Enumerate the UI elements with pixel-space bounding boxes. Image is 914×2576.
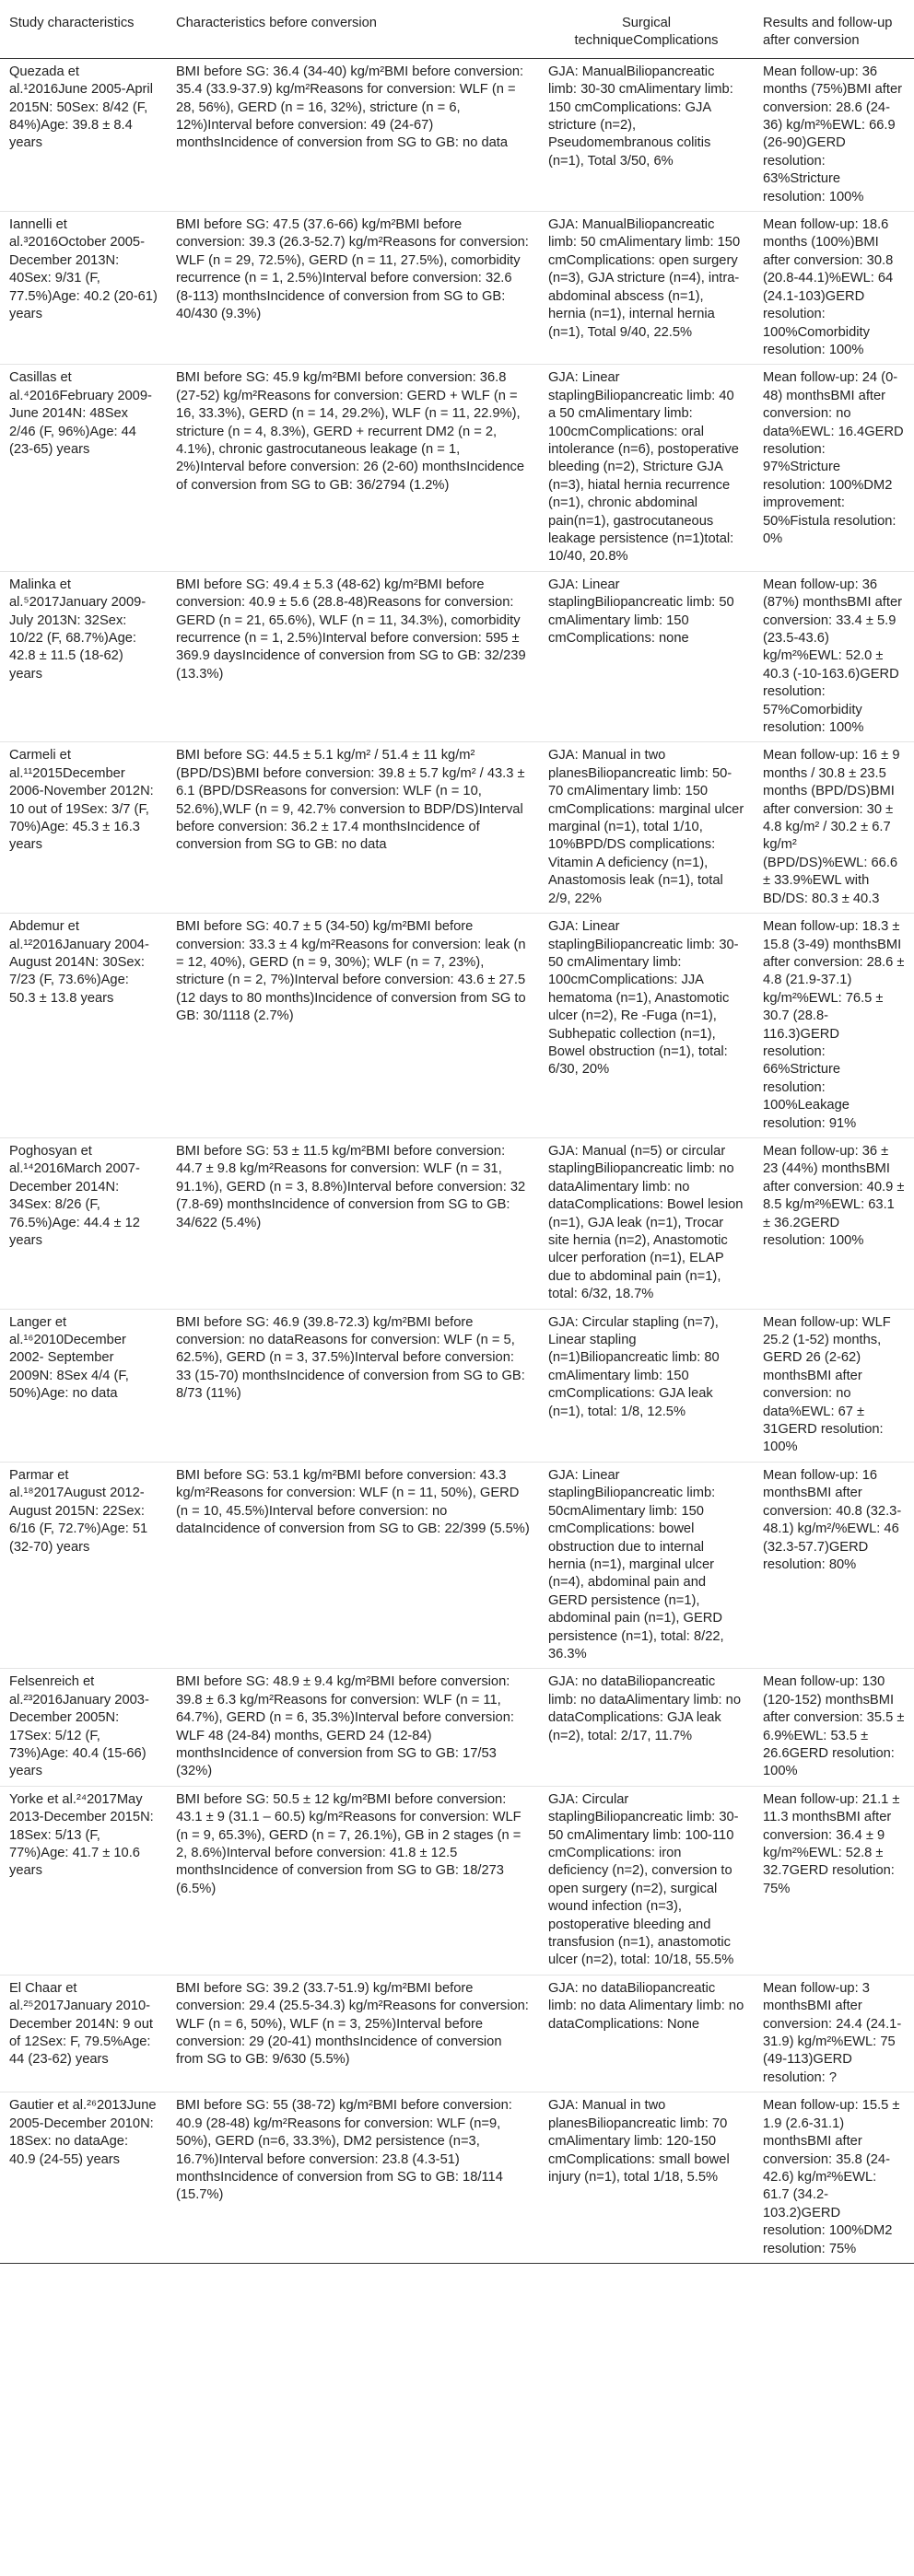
cell-study: Parmar et al.¹⁸2017August 2012-August 2015N: 22Sex: 6/16 (F, 72.7%)Age: 51 (32-70) years [0, 1462, 167, 1668]
cell-technique: GJA: ManualBiliopancreatic limb: 50 cmAlimentary limb: 150 cmComplications: open surgery (n=3), GJA stricture (n=4), intra-abdominal abscess (n=1), hernia (n=1), internal hernia (n=1), Total 9/40, 22.5% [539, 212, 754, 365]
table-body [0, 58, 914, 2263]
study-table [0, 6, 914, 2264]
cell-results: Mean follow-up: 3 monthsBMI after conversion: 24.4 (24.1-31.9) kg/m²%EWL: 75 (49-113)GERD resolution: ? [754, 1975, 914, 2092]
cell-before: BMI before SG: 53.1 kg/m²BMI before conversion: 43.3 kg/m²Reasons for conversion: WLF (n = 11, 50%), GERD (n = 10, 45.5%)Interval before conversion: no dataIncidence of conversion from SG to GB: 22/399 (5.5%) [167, 1462, 539, 1668]
cell-technique: GJA: Linear staplingBiliopancreatic limb: 50 cmAlimentary limb: 150 cmComplications: none [539, 571, 754, 742]
cell-results: Mean follow-up: 15.5 ± 1.9 (2.6-31.1) monthsBMI after conversion: 35.8 (24-42.6) kg/m²%EWL: 61.7 (34.2-103.2)GERD resolution: 100%DM2 resolution: 75% [754, 2092, 914, 2264]
table-row [0, 1137, 914, 1309]
cell-study: Felsenreich et al.²³2016January 2003-December 2005N: 17Sex: 5/12 (F, 73%)Age: 40.4 (15-66) years [0, 1669, 167, 1786]
cell-study: Abdemur et al.¹²2016January 2004-August 2014N: 30Sex: 7/23 (F, 73.6%)Age: 50.3 ± 13.8 years [0, 914, 167, 1138]
cell-before: BMI before SG: 45.9 kg/m²BMI before conversion: 36.8 (27-52) kg/m²Reasons for conversion: GERD + WLF (n = 16, 33.3%), GERD (n = 14, 29.2%), WLF (n = 11, 22.9%), stricture (n = 4, 8.3%), GERD + recurrent DM2 (n = 2, 4.1%), chronic gastrocutaneous leakage (n = 1, 2%)Interval before conversion: 26 (2-60) monthsIncidence of conversion from SG to GB: 36/2794 (1.2%) [167, 365, 539, 571]
table-row [0, 571, 914, 742]
cell-before: BMI before SG: 50.5 ± 12 kg/m²BMI before conversion: 43.1 ± 9 (31.1 – 60.5) kg/m²Reasons for conversion: WLF (n = 9, 65.3%), GERD (n = 7, 26.1%), GB in 2 stages (n = 2, 8.6%)Interval before conversion: 41.8 ± 12.5 monthsIncidence of conversion from SG to GB: 18/273 (6.5%) [167, 1786, 539, 1975]
cell-study: Carmeli et al.¹¹2015December 2006-November 2012N: 10 out of 19Sex: 3/7 (F, 70%)Age: 45.3 ± 16.3 years [0, 742, 167, 914]
header-row [0, 6, 914, 58]
table-row [0, 365, 914, 571]
header-study-characteristics: Study characteristics [0, 6, 167, 58]
cell-study: Iannelli et al.³2016October 2005-December 2013N: 40Sex: 9/31 (F, 77.5%)Age: 40.2 (20-61) years [0, 212, 167, 365]
table-row [0, 58, 914, 211]
cell-technique: GJA: Linear staplingBiliopancreatic limb: 50cmAlimentary limb: 150 cmComplications: bowel obstruction due to internal hernia (n=1), marginal ulcer (n=4), abdominal pain and GERD persistence (n=1), abdominal pain (n=1), GERD persistence (n=1), total: 8/22, 36.3% [539, 1462, 754, 1668]
cell-results: Mean follow-up: 36 months (75%)BMI after conversion: 28.6 (24-36) kg/m²%EWL: 66.9 (26-90)GERD resolution: 63%Stricture resolution: 100% [754, 58, 914, 211]
cell-before: BMI before SG: 40.7 ± 5 (34-50) kg/m²BMI before conversion: 33.3 ± 4 kg/m²Reasons for conversion: leak (n = 12, 40%), GERD (n = 9, 30%); WLF (n = 7, 23%), stricture (n = 2, 7%)Interval before conversion: 43.6 ± 27.5 (12 days to 80 months)Incidence of conversion from SG to GB: 30/1118 (2.7%) [167, 914, 539, 1138]
cell-before: BMI before SG: 48.9 ± 9.4 kg/m²BMI before conversion: 39.8 ± 6.3 kg/m²Reasons for conversion: WLF (n = 11, 64.7%), GERD (n = 6, 35.3%)Interval before conversion: WLF 48 (24-84) months, GERD 24 (12-84) monthsIncidence of conversion from SG to GB: 17/53 (32%) [167, 1669, 539, 1786]
cell-study: Malinka et al.⁵2017January 2009-July 2013N: 32Sex: 10/22 (F, 68.7%)Age: 42.8 ± 11.5 (18-62) years [0, 571, 167, 742]
cell-before: BMI before SG: 46.9 (39.8-72.3) kg/m²BMI before conversion: no dataReasons for conversion: WLF (n = 5, 62.5%), GERD (n = 3, 37.5%)Interval before conversion: 33 (15-70) monthsIncidence of conversion from SG to GB: 8/73 (11%) [167, 1309, 539, 1462]
cell-results: Mean follow-up: 16 ± 9 months / 30.8 ± 23.5 months (BPD/DS)BMI after conversion: 30 ± 4.8 kg/m² / 30.2 ± 6.7 kg/m² (BPD/DS)%EWL: 66.6 ± 33.9%EWL with BD/DS: 80.3 ± 40.3 [754, 742, 914, 914]
cell-results: Mean follow-up: 18.3 ± 15.8 (3-49) monthsBMI after conversion: 28.6 ± 4.8 (21.9-37.1) kg/m²%EWL: 76.5 ± 30.7 (28.8-116.3)GERD resolution: 66%Stricture resolution: 100%Leakage resolution: 91% [754, 914, 914, 1138]
cell-results: Mean follow-up: WLF 25.2 (1-52) months, GERD 26 (2-62) monthsBMI after conversion: no data%EWL: 67 ± 31GERD resolution: 100% [754, 1309, 914, 1462]
cell-study: Poghosyan et al.¹⁴2016March 2007-December 2014N: 34Sex: 8/26 (F, 76.5%)Age: 44.4 ± 12 years [0, 1137, 167, 1309]
cell-technique: GJA: Manual in two planesBiliopancreatic limb: 50-70 cmAlimentary limb: 150 cmComplications: marginal ulcer marginal (n=1), total 1/10, 10%BPD/DS complications: Vitamin A deficiency (n=1), Anastomosis leak (n=1), total 2/9, 22% [539, 742, 754, 914]
cell-technique: GJA: no dataBiliopancreatic limb: no dataAlimentary limb: no dataComplications: GJA leak (n=2), total: 2/17, 11.7% [539, 1669, 754, 1786]
header-results: Results and follow-up after conversion [754, 6, 914, 58]
cell-results: Mean follow-up: 18.6 months (100%)BMI after conversion: 30.8 (20.8-44.1)%EWL: 64 (24.1-103)GERD resolution: 100%Comorbidity resolution: 100% [754, 212, 914, 365]
cell-technique: GJA: Linear staplingBiliopancreatic limb: 30-50 cmAlimentary limb: 100cmComplications: JJA hematoma (n=1), Anastomotic ulcer (n=2), Re -Fuga (n=1), Subhepatic collection (n=1), Bowel obstruction (n=1), total: 6/30, 20% [539, 914, 754, 1138]
cell-before: BMI before SG: 53 ± 11.5 kg/m²BMI before conversion: 44.7 ± 9.8 kg/m²Reasons for conversion: WLF (n = 31, 91.1%), GERD (n = 3, 8.8%)Interval before conversion: 32 (7.8-69) monthsIncidence of conversion from SG to GB: 34/622 (5.4%) [167, 1137, 539, 1309]
header-characteristics-before-conversion: Characteristics before conversion [167, 6, 539, 58]
table-row [0, 1786, 914, 1975]
cell-technique: GJA: no dataBiliopancreatic limb: no data Alimentary limb: no dataComplications: None [539, 1975, 754, 2092]
cell-technique: GJA: Manual (n=5) or circular staplingBiliopancreatic limb: no dataAlimentary limb: no dataComplications: Bowel lesion (n=1), GJA leak (n=1), Trocar site hernia (n=2), Anastomotic ulcer perforation (n=1), ELAP due to abdominal pain (n=1), total: 6/32, 18.7% [539, 1137, 754, 1309]
table-row [0, 1669, 914, 1786]
cell-technique: GJA: Circular stapling (n=7), Linear stapling (n=1)Biliopancreatic limb: 80 cmAlimentary limb: 150 cmComplications: GJA leak (n=1), total: 1/8, 12.5% [539, 1309, 754, 1462]
cell-technique: GJA: Circular staplingBiliopancreatic limb: 30-50 cmAlimentary limb: 100-110 cmComplications: iron deficiency (n=2), conversion to open surgery (n=2), surgical wound infection (n=3), postoperative bleeding and transfusion (n=1), anastomotic ulcer (n=2), total: 10/18, 55.5% [539, 1786, 754, 1975]
cell-results: Mean follow-up: 36 (87%) monthsBMI after conversion: 33.4 ± 5.9 (23.5-43.6) kg/m²%EWL: 52.0 ± 40.3 (-10-163.6)GERD resolution: 57%Comorbidity resolution: 100% [754, 571, 914, 742]
cell-results: Mean follow-up: 21.1 ± 11.3 monthsBMI after conversion: 36.4 ± 9 kg/m²%EWL: 52.8 ± 32.7GERD resolution: 75% [754, 1786, 914, 1975]
cell-study: Quezada et al.¹2016June 2005-April 2015N: 50Sex: 8/42 (F, 84%)Age: 39.8 ± 8.4 years [0, 58, 167, 211]
cell-before: BMI before SG: 49.4 ± 5.3 (48-62) kg/m²BMI before conversion: 40.9 ± 5.6 (28.8-48)Reasons for conversion: GERD (n = 21, 65.6%), WLF (n = 11, 34.3%), comorbidity recurrence (n = 1, 2.5%)Interval before conversion: 595 ± 369.9 daysIncidence of conversion from SG to GB: 32/239 (13.3%) [167, 571, 539, 742]
table-row [0, 212, 914, 365]
cell-technique: GJA: Linear staplingBiliopancreatic limb: 40 a 50 cmAlimentary limb: 100cmComplications: oral intolerance (n=6), postoperative bleeding (n=2), Stricture GJA (n=3), hiatal hernia recurrence (n=1), chronic abdominal pain(n=1), gastrocutaneous leakage persistence (n=1)total: 10/40, 20.8% [539, 365, 754, 571]
cell-technique: GJA: Manual in two planesBiliopancreatic limb: 70 cmAlimentary limb: 120-150 cmComplications: small bowel injury (n=1), total 1/18, 5.5% [539, 2092, 754, 2264]
cell-technique: GJA: ManualBiliopancreatic limb: 30-30 cmAlimentary limb: 150 cmComplications: GJA stricture (n=2), Pseudomembranous colitis (n=1), Total 3/50, 6% [539, 58, 754, 211]
cell-study: Gautier et al.²⁶2013June 2005-December 2010N: 18Sex: no dataAge: 40.9 (24-55) years [0, 2092, 167, 2264]
cell-before: BMI before SG: 44.5 ± 5.1 kg/m² / 51.4 ± 11 kg/m² (BPD/DS)BMI before conversion: 39.8 ± 5.7 kg/m² / 43.3 ± 6.1 (BPD/DSReasons for conversion: WLF (n = 10, 52.6%),WLF (n = 9, 42.7% conversion to BDP/DS)Interval before conversion: 36.2 ± 17.4 monthsIncidence of conversion from SG to GB: no data [167, 742, 539, 914]
cell-results: Mean follow-up: 36 ± 23 (44%) monthsBMI after conversion: 40.9 ± 8.5 kg/m²%EWL: 63.1 ± 36.2GERD resolution: 100% [754, 1137, 914, 1309]
cell-results: Mean follow-up: 24 (0-48) monthsBMI after conversion: no data%EWL: 16.4GERD resolution: 97%Stricture resolution: 100%DM2 improvement: 50%Fistula resolution: 0% [754, 365, 914, 571]
cell-before: BMI before SG: 55 (38-72) kg/m²BMI before conversion: 40.9 (28-48) kg/m²Reasons for conversion: WLF (n=9, 50%), GERD (n=6, 33.3%), DM2 persistence (n=3, 16.7%)Interval before conversion: 23.8 (4.3-51) monthsIncidence of conversion from SG to GB: 18/114 (15.7%) [167, 2092, 539, 2264]
cell-before: BMI before SG: 47.5 (37.6-66) kg/m²BMI before conversion: 39.3 (26.3-52.7) kg/m²Reasons for conversion: WLF (n = 29, 72.5%), GERD (n = 11, 27.5%), comorbidity recurrence (n = 1, 2.5%)Interval before conversion: 32.6 (8-113) monthsIncidence of conversion from SG to GB: 40/430 (9.3%) [167, 212, 539, 365]
cell-results: Mean follow-up: 130 (120-152) monthsBMI after conversion: 35.5 ± 6.9%EWL: 53.5 ± 26.6GERD resolution: 100% [754, 1669, 914, 1786]
cell-study: Langer et al.¹⁶2010December 2002- September 2009N: 8Sex 4/4 (F, 50%)Age: no data [0, 1309, 167, 1462]
table-row [0, 914, 914, 1138]
table-row [0, 1975, 914, 2092]
table-row [0, 2092, 914, 2264]
cell-before: BMI before SG: 39.2 (33.7-51.9) kg/m²BMI before conversion: 29.4 (25.5-34.3) kg/m²Reasons for conversion: WLF (n = 6, 50%), WLF (n = 3, 25%)Interval before conversion: 29 (20-41) monthsIncidence of conversion from SG to GB: 9/630 (5.5%) [167, 1975, 539, 2092]
cell-results: Mean follow-up: 16 monthsBMI after conversion: 40.8 (32.3-48.1) kg/m²/%EWL: 46 (32.3-57.7)GERD resolution: 80% [754, 1462, 914, 1668]
cell-study: El Chaar et al.²⁵2017January 2010-December 2014N: 9 out of 12Sex: F, 79.5%Age: 44 (23-62) years [0, 1975, 167, 2092]
cell-before: BMI before SG: 36.4 (34-40) kg/m²BMI before conversion: 35.4 (33.9-37.9) kg/m²Reasons for conversion: WLF (n = 28, 56%), GERD (n = 16, 32%), stricture (n = 6, 12%)Interval before conversion: 49 (24-67) monthsIncidence of conversion from SG to GB: no data [167, 58, 539, 211]
table-header [0, 6, 914, 58]
cell-study: Casillas et al.⁴2016February 2009-June 2014N: 48Sex 2/46 (F, 96%)Age: 44 (23-65) years [0, 365, 167, 571]
cell-study: Yorke et al.²⁴2017May 2013-December 2015N: 18Sex: 5/13 (F, 77%)Age: 41.7 ± 10.6 years [0, 1786, 167, 1975]
table-row [0, 1309, 914, 1462]
table-row [0, 1462, 914, 1668]
table-row [0, 742, 914, 914]
header-surgical-technique: Surgical techniqueComplications [539, 6, 754, 58]
